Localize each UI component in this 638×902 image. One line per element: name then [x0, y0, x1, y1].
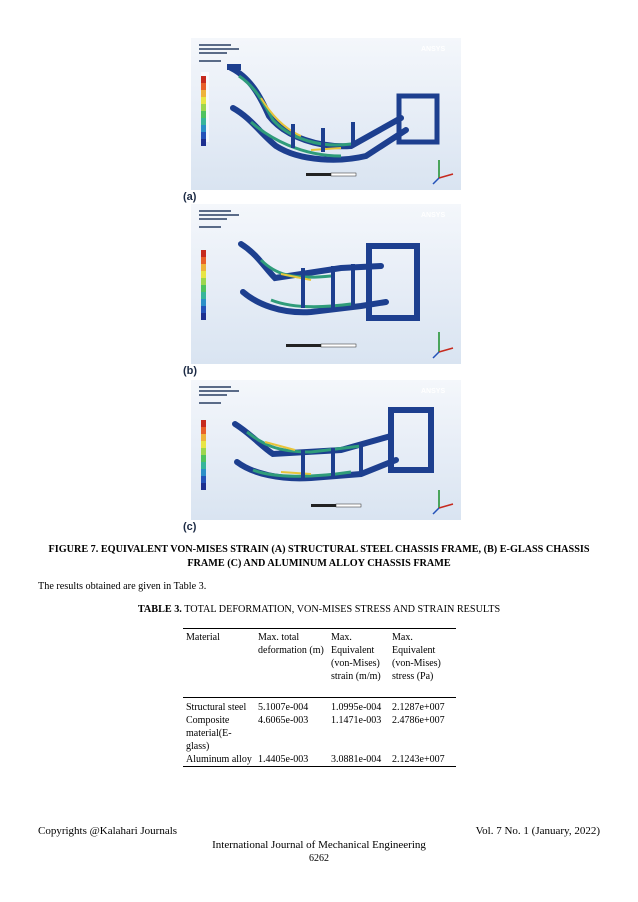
simulation-image-b	[191, 204, 461, 364]
simulation-image-c	[191, 380, 461, 520]
panel-label-b: (b)	[183, 365, 198, 377]
ansys-logo-c: ANSYS	[421, 388, 446, 395]
cell-deformation: 5.1007e-004	[258, 702, 309, 713]
table-row	[183, 753, 456, 767]
page-number: 6262	[309, 853, 329, 864]
scale-bar-a	[306, 173, 356, 176]
color-legend-a	[201, 76, 206, 146]
results-table	[183, 628, 456, 767]
cell-strain: 3.0881e-004	[331, 754, 382, 765]
color-legend-b	[201, 250, 206, 320]
axis-triad-b	[433, 332, 453, 358]
table-caption	[30, 604, 608, 615]
ansys-logo-b: ANSYS	[421, 212, 446, 219]
scale-bar-b	[286, 344, 356, 347]
header-material: Material	[186, 632, 220, 643]
cell-material: Composite material(E-glass)	[186, 715, 232, 752]
ansys-logo-a: ANSYS	[421, 46, 446, 53]
header-deformation: Max. total deformation (m)	[258, 632, 324, 656]
cell-stress: 2.1243e+007	[392, 754, 445, 765]
footer-copyright: Copyrights @Kalahari Journals	[38, 825, 178, 837]
table-row	[183, 714, 456, 753]
cell-strain: 1.1471e-003	[331, 715, 382, 726]
chassis-strain-plot-a	[191, 38, 461, 190]
figure-panel-a	[183, 38, 461, 203]
cell-material: Structural steel	[186, 702, 247, 713]
footer-volume: Vol. 7 No. 1 (January, 2022)	[475, 825, 600, 837]
cell-deformation: 1.4405e-003	[258, 754, 309, 765]
table-row	[183, 698, 456, 715]
table-label: TABLE 3.	[137, 604, 182, 615]
cell-material: Aluminum alloy	[186, 754, 252, 765]
cell-stress: 2.4786e+007	[392, 715, 445, 726]
figure-caption: FIGURE 7. EQUIVALENT VON-MISES STRAIN (A) STRUCTURAL STEEL CHASSIS FRAME, (B) E-GLASS CHASSIS FRAME (C) AND ALUMINUM ALLOY CHASSIS FRAME	[48, 544, 590, 569]
header-strain: Max. Equivalent (von-Mises) strain (m/m)	[331, 632, 381, 682]
cell-strain: 1.0995e-004	[331, 702, 382, 713]
header-stress: Max. Equivalent (von-Mises) stress (Pa)	[392, 632, 441, 682]
axis-triad-c	[433, 490, 453, 514]
body-paragraph: The results obtained are given in Table 3.	[38, 581, 207, 592]
cell-stress: 2.1287e+007	[392, 702, 445, 713]
cell-deformation: 4.6065e-003	[258, 715, 309, 726]
simulation-image-a	[191, 38, 461, 190]
chassis-strain-plot-b	[191, 204, 461, 364]
figure-panel-c	[183, 380, 461, 533]
panel-label-c: (c)	[183, 521, 197, 533]
axis-triad-a	[433, 160, 453, 184]
table-title: TOTAL DEFORMATION, VON-MISES STRESS AND STRAIN RESULTS	[181, 604, 501, 615]
figure-panel-b	[183, 204, 461, 377]
scale-bar-c	[311, 504, 361, 507]
color-legend-c	[201, 420, 206, 490]
panel-label-a: (a)	[183, 191, 197, 203]
chassis-strain-plot-c	[191, 380, 461, 520]
footer-journal: International Journal of Mechanical Engineering	[212, 839, 426, 851]
table-header-row	[183, 629, 456, 698]
